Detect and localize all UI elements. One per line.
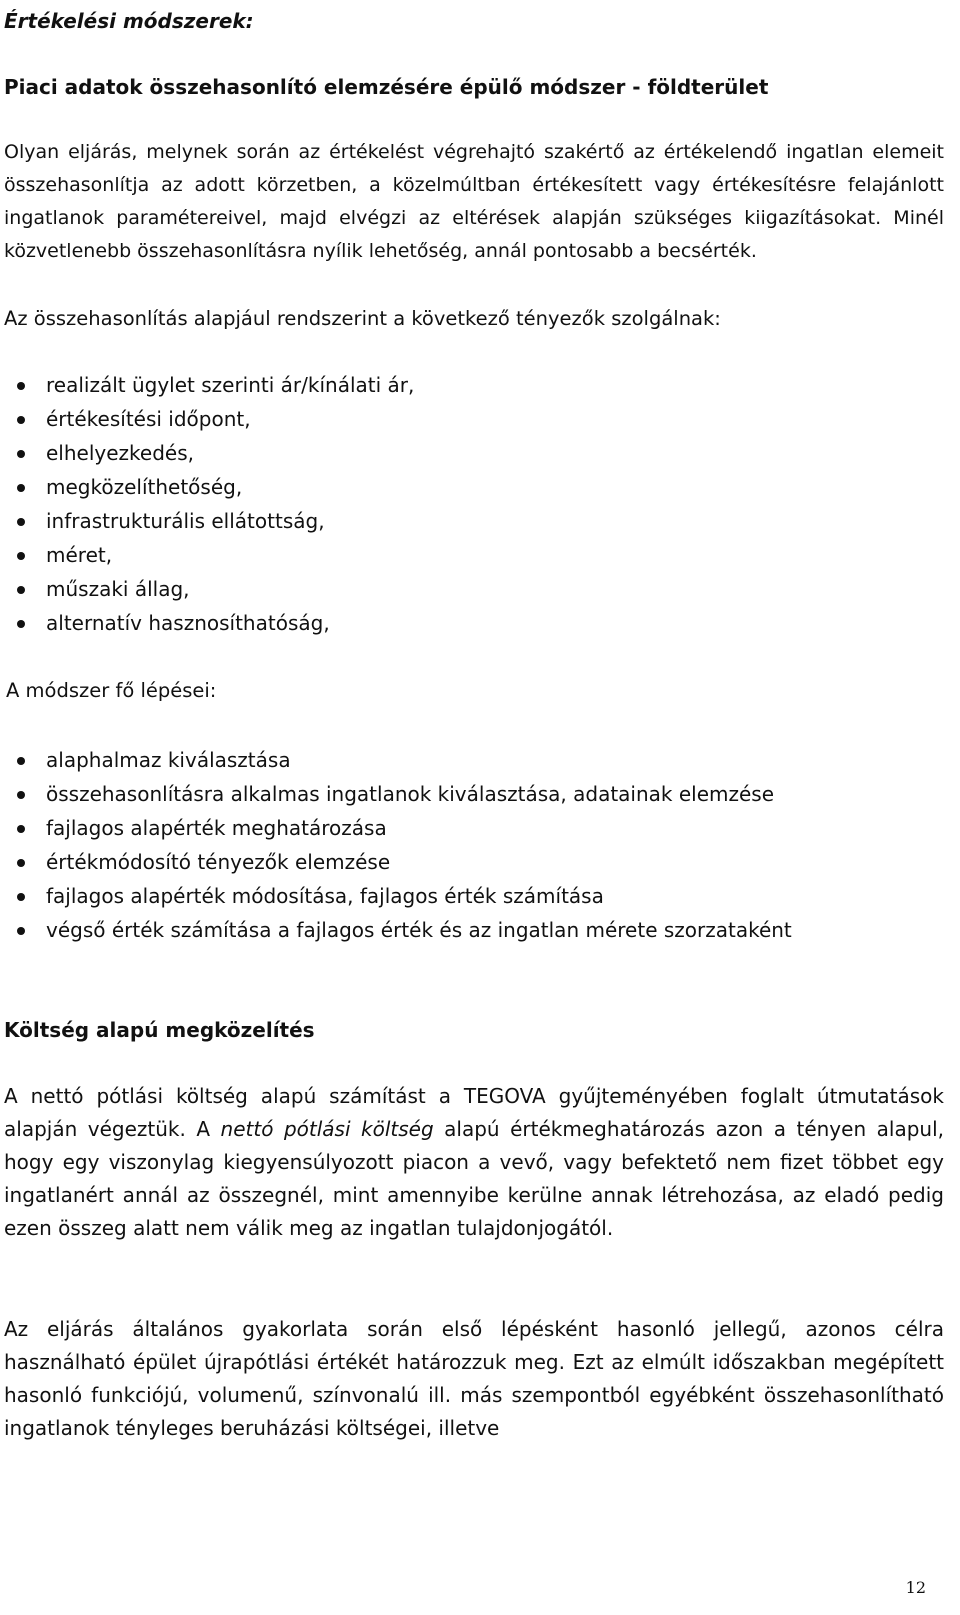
list-item [0, 845, 945, 879]
list-item-text: végső érték számítása a fajlagos érték és az ingatlan mérete szorzataként [46, 918, 792, 942]
factors-lead: Az összehasonlítás alapjául rendszerint a következő tényezők szolgálnak: [4, 307, 721, 330]
cost-paragraph-1-part-a: A nettó pótlási költség alapú számítást a TEGOVA gyűjteményében foglalt útmutatások alapján végeztük. A [4, 1084, 944, 1141]
cost-paragraph-2: Az eljárás általános gyakorlata során első lépésként hasonló jellegű, azonos célra használható épület újrapótlási értékét határozzuk meg. Ezt az elmúlt időszakban megépített hasonló funkciójú, volumenű, színvonalú ill. más szempontból egyébként összehasonlítható ingatlanok tényleges beruházási költségei, illetve [4, 1317, 944, 1440]
intro-paragraph: Olyan eljárás, melynek során az értékelést végrehajtó szakértő az értékelendő ingatlan elemeit összehasonlítja az adott körzetben, a közelmúltban értékesített vagy értékesítésre felajánlott ingatlanok paramétereivel, majd elvégzi az eltérések alapján szükséges kiigazításokat. Minél közvetlenebb összehasonlításra nyílik lehetőség, annál pontosabb a becsérték. [4, 141, 944, 262]
cost-paragraph-1-emphasis: nettó pótlási költség [220, 1117, 434, 1141]
list-item [0, 470, 945, 504]
cost-paragraph-1 [4, 1080, 944, 1245]
bullet-icon [17, 893, 25, 901]
page-number: 12 [905, 1578, 926, 1597]
bullet-icon [17, 450, 25, 458]
section-title: Értékelési módszerek: [4, 9, 254, 33]
list-item [0, 811, 945, 845]
list-item [0, 436, 945, 470]
list-item [0, 743, 945, 777]
list-item [0, 606, 945, 640]
bullet-icon [17, 825, 25, 833]
list-item-text: fajlagos alapérték meghatározása [46, 816, 387, 840]
list-item-text: elhelyezkedés, [46, 441, 194, 465]
bullet-icon [17, 416, 25, 424]
list-item-text: alaphalmaz kiválasztása [46, 748, 291, 772]
list-item-text: fajlagos alapérték módosítása, fajlagos érték számítása [46, 884, 604, 908]
bullet-icon [17, 484, 25, 492]
list-item [0, 504, 945, 538]
cost-paragraph-1-part-b: alapú értékmeghatározás azon a tényen alapul, hogy egy viszonylag kiegyensúlyozott piacon a vevő, vagy befektető nem fizet többet egy ingatlanért annál az összegnél, mint amennyibe kerülne annak létrehozása, az eladó pedig ezen összeg alatt nem válik meg az ingatlan tulajdonjogától. [4, 1117, 944, 1240]
list-item [0, 368, 945, 402]
list-item-text: értékesítési időpont, [46, 407, 251, 431]
bullet-icon [17, 382, 25, 390]
list-item-text: alternatív hasznosíthatóság, [46, 611, 330, 635]
steps-lead: A módszer fő lépései: [6, 679, 217, 702]
list-item [0, 913, 945, 947]
factors-list [0, 368, 945, 640]
list-item-text: megközelíthetőség, [46, 475, 243, 499]
list-item [0, 879, 945, 913]
list-item-text: összehasonlításra alkalmas ingatlanok kiválasztása, adatainak elemzése [46, 782, 775, 806]
method-subtitle: Piaci adatok összehasonlító elemzésére épülő módszer - földterület [4, 75, 769, 99]
bullet-icon [17, 518, 25, 526]
list-item-text: infrastrukturális ellátottság, [46, 509, 325, 533]
bullet-icon [17, 552, 25, 560]
bullet-icon [17, 791, 25, 799]
list-item-text: realizált ügylet szerinti ár/kínálati ár, [46, 373, 415, 397]
list-item [0, 777, 945, 811]
steps-list [0, 743, 945, 947]
cost-section-title: Költség alapú megközelítés [4, 1018, 315, 1042]
list-item-text: méret, [46, 543, 113, 567]
list-item [0, 402, 945, 436]
bullet-icon [17, 757, 25, 765]
list-item-text: értékmódosító tényezők elemzése [46, 850, 391, 874]
list-item [0, 572, 945, 606]
list-item-text: műszaki állag, [46, 577, 190, 601]
bullet-icon [17, 620, 25, 628]
bullet-icon [17, 586, 25, 594]
list-item [0, 538, 945, 572]
bullet-icon [17, 859, 25, 867]
bullet-icon [17, 927, 25, 935]
